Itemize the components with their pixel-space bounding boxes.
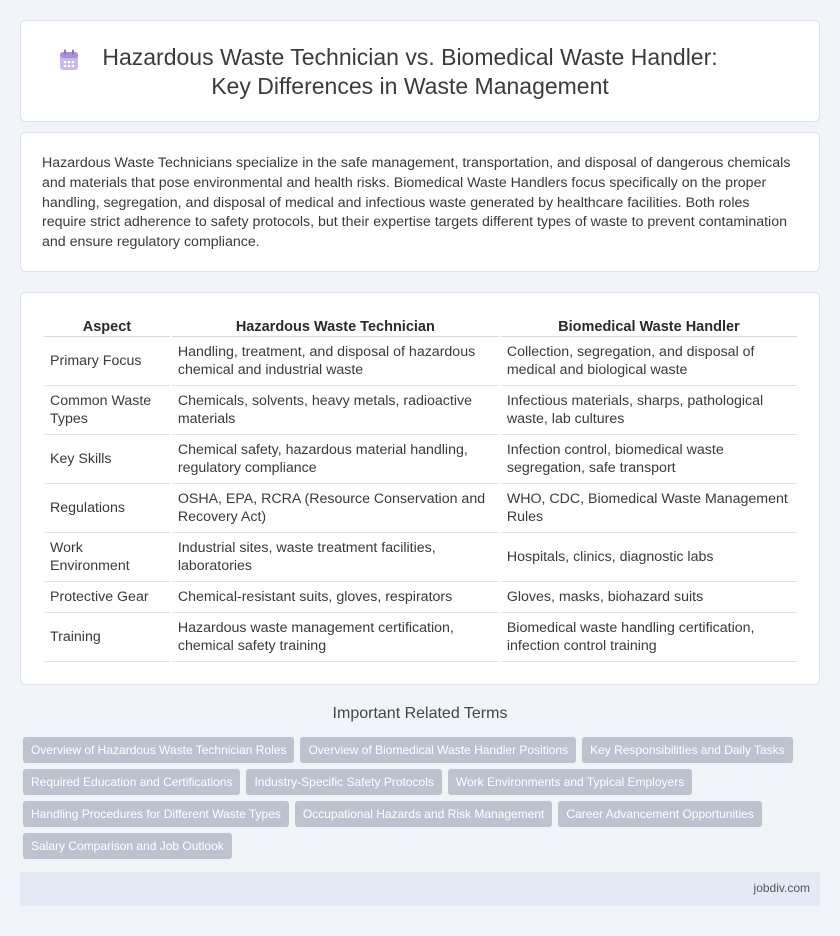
column-header-biomedical: Biomedical Waste Handler: [501, 315, 797, 337]
related-term-tag[interactable]: Work Environments and Typical Employers: [448, 769, 692, 795]
related-term-tag[interactable]: Required Education and Certifications: [23, 769, 240, 795]
related-term-tag[interactable]: Handling Procedures for Different Waste Types: [23, 801, 289, 827]
row-hazardous: Handling, treatment, and disposal of hazardous chemical and industrial waste: [172, 337, 499, 386]
table-row: [44, 484, 797, 533]
row-aspect: Training: [44, 613, 170, 662]
row-aspect: Key Skills: [44, 435, 170, 484]
table-row: [44, 386, 797, 435]
row-hazardous: Chemical safety, hazardous material handling, regulatory compliance: [172, 435, 499, 484]
row-biomedical: Collection, segregation, and disposal of medical and biological waste: [501, 337, 797, 386]
row-hazardous: Chemicals, solvents, heavy metals, radioactive materials: [172, 386, 499, 435]
row-hazardous: Hazardous waste management certification, chemical safety training: [172, 613, 499, 662]
table-row: [44, 582, 797, 613]
related-term-tag[interactable]: Career Advancement Opportunities: [558, 801, 761, 827]
row-hazardous: OSHA, EPA, RCRA (Resource Conservation and Recovery Act): [172, 484, 499, 533]
table-row: [44, 435, 797, 484]
row-aspect: Work Environment: [44, 533, 170, 582]
row-biomedical: Hospitals, clinics, diagnostic labs: [501, 533, 797, 582]
related-term-tag[interactable]: Salary Comparison and Job Outlook: [23, 833, 232, 859]
header-card: [20, 20, 820, 122]
table-header-row: [44, 315, 797, 337]
related-term-tag[interactable]: Overview of Biomedical Waste Handler Positions: [300, 737, 576, 763]
intro-text: Hazardous Waste Technicians specialize in the safe management, transportation, and disposal of dangerous chemicals and materials that pose environmental and health risks. Biomedical Waste Handlers focus specifically on the proper handling, segregation, and disposal of medical and infectious waste generated by healthcare facilities. Both roles require strict adherence to safety protocols, but their expertise targets different types of waste to prevent contamination and ensure regulatory compliance.: [42, 155, 791, 251]
related-term-tag[interactable]: Key Responsibilities and Daily Tasks: [582, 737, 793, 763]
related-term-tag[interactable]: Industry-Specific Safety Protocols: [246, 769, 441, 795]
related-term-tag[interactable]: Occupational Hazards and Risk Management: [295, 801, 552, 827]
row-biomedical: Biomedical waste handling certification, infection control training: [501, 613, 797, 662]
page-title: Hazardous Waste Technician vs. Biomedical Waste Handler: Key Differences in Waste Management: [102, 44, 718, 99]
intro-card: [20, 132, 820, 272]
column-header-aspect: Aspect: [44, 315, 170, 337]
related-terms-list: [23, 737, 793, 859]
table-row: [44, 533, 797, 582]
row-biomedical: WHO, CDC, Biomedical Waste Management Rules: [501, 484, 797, 533]
table-row: [44, 613, 797, 662]
row-aspect: Regulations: [44, 484, 170, 533]
column-header-hazardous: Hazardous Waste Technician: [172, 315, 499, 337]
row-biomedical: Gloves, masks, biohazard suits: [501, 582, 797, 613]
footer-site-link[interactable]: jobdiv.com: [753, 881, 810, 895]
comparison-card: [20, 292, 820, 685]
row-hazardous: Chemical-resistant suits, gloves, respirators: [172, 582, 499, 613]
row-aspect: Common Waste Types: [44, 386, 170, 435]
row-hazardous: Industrial sites, waste treatment facilities, laboratories: [172, 533, 499, 582]
row-aspect: Protective Gear: [44, 582, 170, 613]
row-biomedical: Infection control, biomedical waste segregation, safe transport: [501, 435, 797, 484]
table-row: [44, 337, 797, 386]
related-term-tag[interactable]: Overview of Hazardous Waste Technician Roles: [23, 737, 294, 763]
footer: [20, 872, 820, 906]
row-aspect: Primary Focus: [44, 337, 170, 386]
related-terms-title: Important Related Terms: [332, 705, 508, 722]
comparison-table: [42, 315, 799, 662]
row-biomedical: Infectious materials, sharps, pathological waste, lab cultures: [501, 386, 797, 435]
